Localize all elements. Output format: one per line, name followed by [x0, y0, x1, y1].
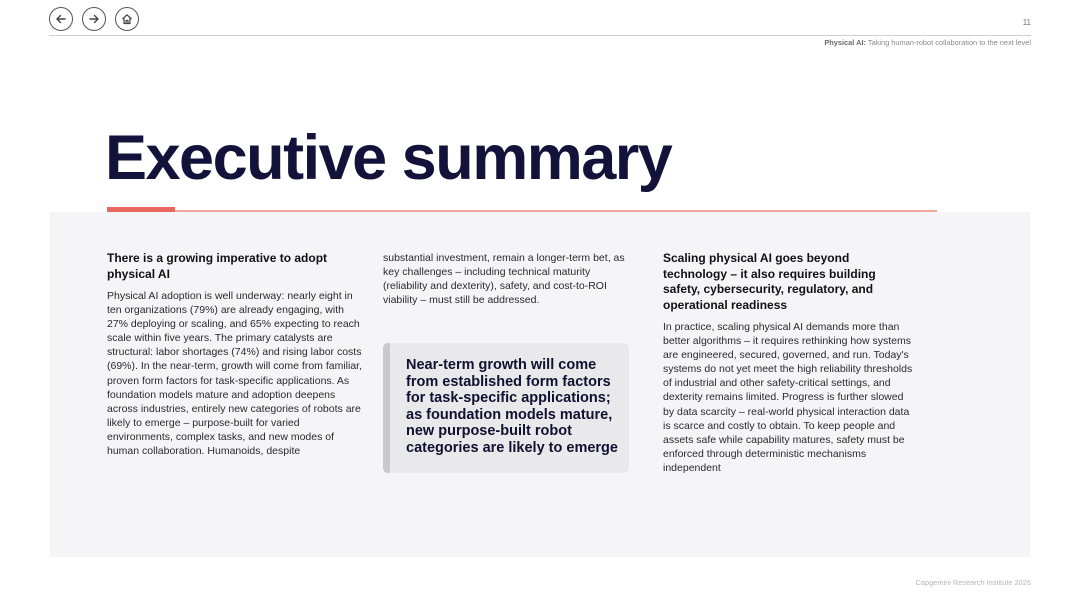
subtitle-rest: Taking human-robot collaboration to the next level — [865, 38, 1031, 47]
column-body: substantial investment, remain a longer-term bet, as key challenges – including technical maturity (reliability and dexterity), safety, and cost-to-ROI viability – must still be addressed. — [383, 252, 625, 307]
column-imperative — [107, 251, 363, 458]
column-heading: There is a growing imperative to adopt physical AI — [107, 251, 328, 281]
footer-copyright: Capgemini Research Institute 2026 — [915, 578, 1031, 587]
column-heading: Scaling physical AI goes beyond technology – it also requires building safety, cybersecurity, regulatory, and operational readiness — [663, 251, 876, 312]
report-subtitle — [824, 38, 1031, 47]
home-icon — [120, 12, 134, 26]
back-button[interactable] — [49, 7, 73, 31]
column-continuation — [383, 251, 635, 307]
page-number: 11 — [1022, 18, 1031, 27]
column-scaling — [663, 251, 913, 475]
column-body: In practice, scaling physical AI demands more than better algorithms – it requires rethinking how systems are engineered, secured, governed, and run. Today's systems do not yet meet the high reliability thresholds of industrial and other safety-critical settings, and dexterity remains limited. Progress is further slowed by data scarcity – real-world physical interaction data is scarce and costly to obtain. To keep people and assets safe while capability matures, safety must be enforced through deterministic mechanisms independent — [663, 321, 913, 474]
callout-text: Near-term growth will come from established form factors for task-specific applications; as foundation models mature, new purpose-built robot categories are likely to emerge — [406, 357, 618, 456]
arrow-right-icon — [87, 12, 101, 26]
callout-box — [383, 343, 629, 473]
page-title: Executive summary — [105, 123, 672, 193]
subtitle-bold: Physical AI: — [824, 38, 866, 47]
header-divider — [49, 35, 1031, 36]
column-body: Physical AI adoption is well underway: nearly eight in ten organizations (79%) are already engaging, with 27% deploying or scaling, and 65% expecting to reach scale within five years. The primary catalysts are structural: labor shortages (74%) and rising labor costs (69%). In the near-term, growth will come from familiar, proven form factors for task-specific applications. As foundation models mature and adoption deepens across industries, entirely new categories of robots are likely to emerge – purpose-built for varied environments, complex tasks, and new modes of human collaboration. Humanoids, despite — [107, 290, 362, 458]
forward-button[interactable] — [82, 7, 106, 31]
home-button[interactable] — [115, 7, 139, 31]
navigation-bar — [49, 7, 139, 31]
arrow-left-icon — [54, 12, 68, 26]
